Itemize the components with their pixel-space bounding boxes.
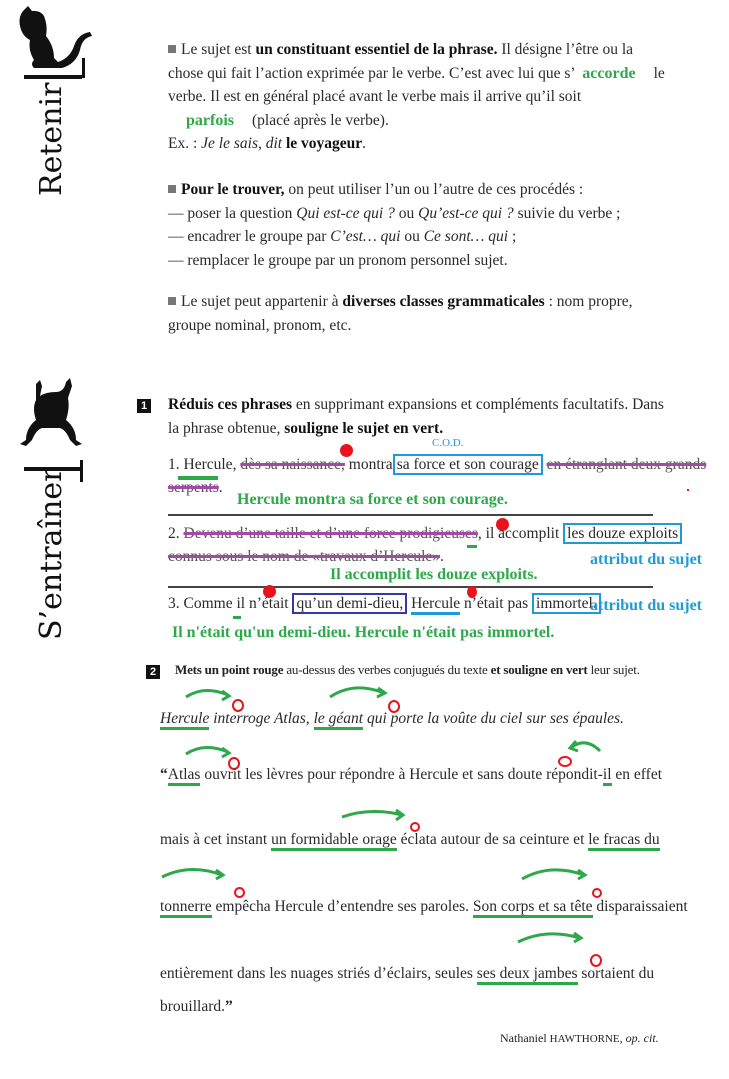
- subject-verb-arrow-icon: [520, 863, 592, 883]
- subject-verb-arrow-icon: [516, 928, 588, 948]
- text-line-3: mais à cet instant un formidable orage éclata autour de sa ceinture et le fracas du: [160, 831, 660, 849]
- note-attribut-2: attribut du sujet: [590, 597, 703, 614]
- subject-il: il: [236, 595, 246, 612]
- bullet-square-icon: [168, 185, 176, 193]
- text-line-2: “Atlas ouvrit les lèvres pour répondre à Hercule et sans doute répondit-il en effet: [160, 766, 662, 784]
- subject-hercule: Hercule: [183, 456, 233, 473]
- attribute-box: les douze exploits: [563, 523, 682, 544]
- sentence-1: 1. Hercule, dès sa naissance, montra sa force et son courage en étranglant deux grands: [168, 456, 707, 473]
- frog-icon: [16, 378, 86, 456]
- text-line-5: entièrement dans les nuages striés d’éclairs, seules ses deux jambes sortaient du: [160, 965, 654, 983]
- subject-verb-arrow-icon: [564, 737, 604, 757]
- bullet-square-icon: [168, 45, 176, 53]
- cod-box: sa force et son courage: [393, 454, 543, 475]
- entrainer-label: S’entraîner: [34, 467, 69, 640]
- text-line-6: brouillard.”: [160, 998, 233, 1015]
- exercise-1-instructions: Réduis ces phrases en supprimant expansions et compléments facultatifs. Dans la phrase obtenue, souligne le sujet en vert.: [168, 396, 664, 437]
- retenir-divider: [24, 75, 82, 79]
- sentence-2-cont: connus sous le nom de «travaux d’Hercule».: [168, 548, 444, 565]
- verb-ring: [592, 888, 602, 898]
- sentence-3: 3. Comme il n’était qu’un demi-dieu, Hercule n’était pas immortel.: [168, 595, 601, 613]
- retenir-paragraph-3: Le sujet peut appartenir à diverses classes grammaticales : nom propre, groupe nominal, pronom, etc.: [168, 293, 633, 334]
- fill-in-accorde: accorde: [582, 64, 636, 82]
- procedure-item: — poser la question Qui est-ce qui ? ou Qu’est-ce qui ? suivie du verbe ;: [168, 204, 621, 222]
- retenir-label: Retenir: [34, 82, 69, 196]
- exercise-2-number: 2: [146, 665, 160, 679]
- subject-verb-arrow-icon: [328, 681, 390, 701]
- subject-underline: [233, 616, 241, 619]
- answer-1[interactable]: Hercule montra sa force et son courage.: [237, 491, 508, 508]
- exercise-1-number: 1: [137, 399, 151, 413]
- retenir-vbar: [82, 58, 85, 78]
- subject-underline: [467, 545, 477, 548]
- answer-line-2: [168, 586, 653, 588]
- procedure-item: — encadrer le groupe par C’est… qui ou Ce sont… qui ;: [168, 228, 517, 245]
- sentence-2: 2. Devenu d’une taille et d’une force prodigieuses, il accomplit les douze exploits: [168, 525, 682, 543]
- answer-3[interactable]: Il n'était qu'un demi-dieu. Hercule n'était pas immortel.: [172, 624, 555, 641]
- retenir-paragraph-2: Pour le trouver, on peut utiliser l’un ou l’autre de ces procédés : — poser la question Qui est-ce qui ? ou Qu’est-ce qui ? suivie du verbe ; — encadrer le groupe par C’est… qui ou Ce sont… qui ; — remplacer le groupe par un pronom personnel sujet.: [168, 181, 621, 269]
- subject-hercule: Hercule: [411, 595, 460, 615]
- attribute-box: immortel.: [532, 593, 601, 614]
- text-line-4: tonnerre empêcha Hercule d’entendre ses paroles. Son corps et sa tête disparaissaient: [160, 898, 688, 916]
- note-attribut-1: attribut du sujet: [590, 551, 703, 568]
- exercise-2-instructions: Mets un point rouge au-dessus des verbes conjugués du texte et souligne en vert leur sujet.: [175, 662, 640, 677]
- sentence-1-cont: serpents.: [168, 479, 223, 496]
- text-line-1: Hercule interroge Atlas, le géant qui porte la voûte du ciel sur ses épaules.: [160, 710, 624, 728]
- entrainer-vbar: [80, 460, 83, 482]
- answer-line-1: [168, 514, 653, 516]
- cod-label: C.O.D.: [432, 437, 464, 449]
- bullet-square-icon: [168, 297, 176, 305]
- procedure-item: — remplacer le groupe par un pronom personnel sujet.: [168, 251, 508, 269]
- subject-verb-arrow-icon: [340, 805, 410, 825]
- attribution: Nathaniel HAWTHORNE, op. cit.: [500, 1031, 659, 1045]
- answer-2[interactable]: Il accomplit les douze exploits.: [330, 566, 538, 583]
- subject-verb-arrow-icon: [184, 740, 234, 760]
- subject-verb-arrow-icon: [160, 863, 228, 883]
- subject-verb-arrow-icon: [184, 683, 234, 703]
- retenir-paragraph-1: Le sujet est un constituant essentiel de la phrase. Il désigne l’être ou la chose qui fait l’action exprimée par le verbe. C’est avec lui que s’ accorde le verbe. Il est en général placé avant le verbe mais il arrive qu’il soit parfois (placé après le verbe). Ex. : Je le sais, dit le voyageur.: [168, 41, 665, 152]
- attribute-box: qu’un demi-dieu,: [292, 593, 407, 614]
- verb-ring: [234, 887, 245, 898]
- subject-il: il: [485, 525, 495, 542]
- fill-in-parfois: parfois: [186, 111, 234, 129]
